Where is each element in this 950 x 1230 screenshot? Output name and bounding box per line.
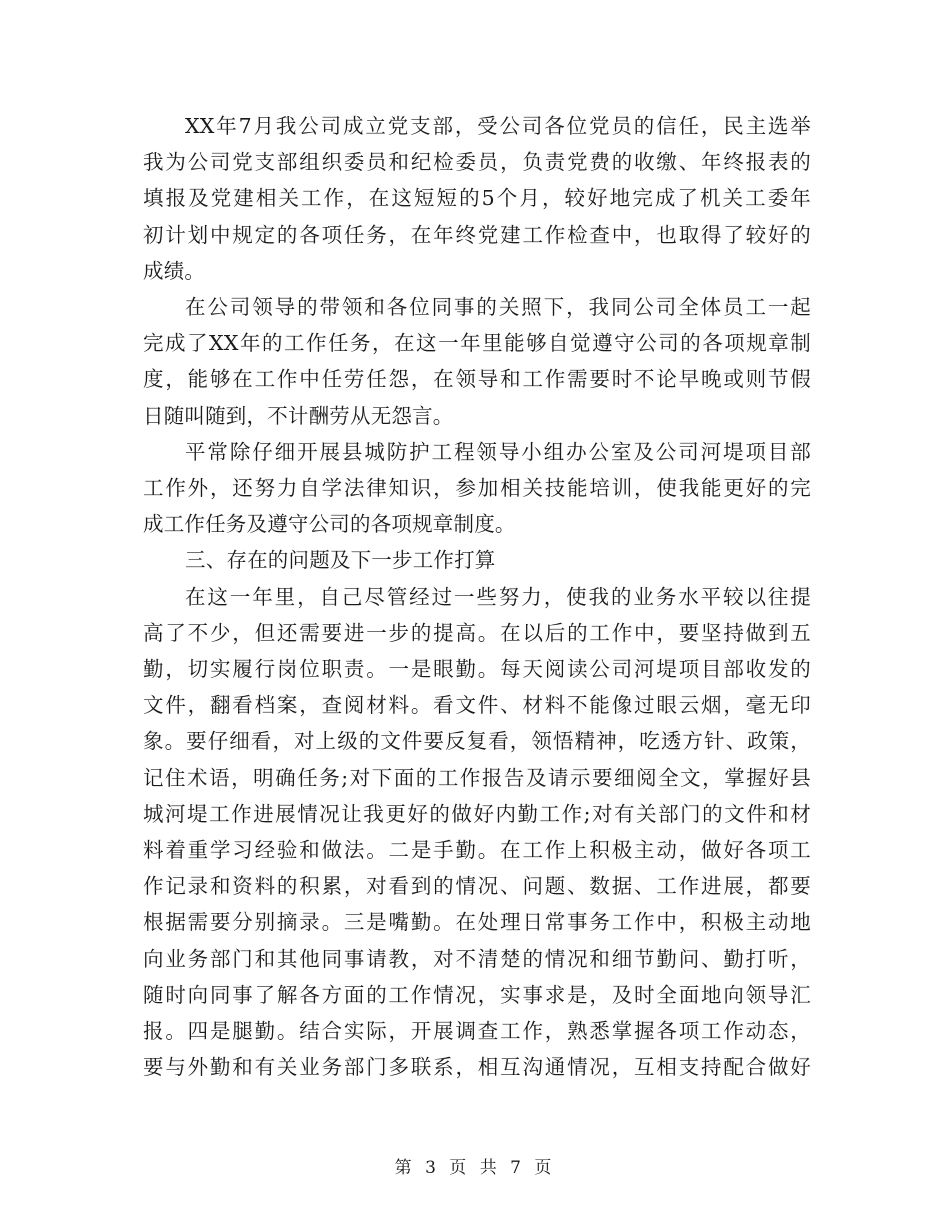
text-line: 日随叫随到，不计酬劳从无怨言。 bbox=[143, 403, 454, 428]
text-line: 成绩。 bbox=[143, 258, 206, 283]
text-line: 料着重学习经验和做法。二是手勤。在工作上积极主动，做好各项工 bbox=[143, 838, 811, 863]
text-line: 勤，切实履行岗位职责。一是眼勤。每天阅读公司河堤项目部收发的 bbox=[143, 657, 811, 682]
section-heading bbox=[143, 542, 811, 578]
text-line: 报。四是腿勤。结合实际，开展调查工作，熟悉掌握各项工作动态， bbox=[143, 1019, 811, 1044]
document-body bbox=[143, 108, 811, 1085]
text-line: 度，能够在工作中任劳任怨，在领导和工作需要时不论早晚或则节假 bbox=[143, 367, 811, 392]
text-line: XX年7月我公司成立党支部，受公司各位党员的信任，民主选举 bbox=[185, 114, 811, 138]
text-line: 作记录和资料的积累，对看到的情况、问题、数据、工作进展，都要 bbox=[143, 874, 811, 899]
text-line: 填报及党建相关工作，在这短短的5个月，较好地完成了机关工委年 bbox=[143, 186, 811, 211]
text-line: 向业务部门和其他同事请教，对不清楚的情况和细节勤问、勤打听， bbox=[143, 946, 811, 971]
text-line: 完成了XX年的工作任务，在这一年里能够自觉遵守公司的各项规章制 bbox=[143, 331, 811, 356]
text-line: 文件，翻看档案，查阅材料。看文件、材料不能像过眼云烟，毫无印 bbox=[143, 693, 811, 718]
text-line: 在公司领导的带领和各位同事的关照下，我同公司全体员工一起 bbox=[185, 295, 811, 320]
text-line: 要与外勤和有关业务部门多联系，相互沟通情况，互相支持配合做好 bbox=[143, 1055, 811, 1080]
paragraph-self-study bbox=[143, 434, 811, 543]
text-line: 象。要仔细看，对上级的文件要反复看，领悟精神，吃透方针、政策， bbox=[143, 729, 811, 754]
text-line: 在这一年里，自己尽管经过一些努力，使我的业务水平较以往提 bbox=[185, 584, 811, 609]
text-line: 城河堤工作进展情况让我更好的做好内勤工作;对有关部门的文件和材 bbox=[143, 801, 811, 826]
text-line: 平常除仔细开展县城防护工程领导小组办公室及公司河堤项目部 bbox=[185, 439, 811, 464]
text-line: 初计划中规定的各项任务，在年终党建工作检查中，也取得了较好的 bbox=[143, 222, 811, 247]
page-number: 第 3 页 共 7 页 bbox=[394, 1158, 556, 1178]
text-line: 高了不少，但还需要进一步的提高。在以后的工作中，要坚持做到五 bbox=[143, 620, 811, 645]
paragraph-work-tasks bbox=[143, 289, 811, 434]
text-line: 根据需要分别摘录。三是嘴勤。在处理日常事务工作中，积极主动地 bbox=[143, 910, 811, 935]
text-line: 记住术语，明确任务;对下面的工作报告及请示要细阅全文，掌握好县 bbox=[143, 765, 811, 790]
text-line: 成工作任务及遵守公司的各项规章制度。 bbox=[143, 512, 516, 537]
text-line: 工作外，还努力自学法律知识，参加相关技能培训，使我能更好的完 bbox=[143, 476, 811, 501]
heading-text: 三、存在的问题及下一步工作打算 bbox=[185, 548, 496, 573]
text-line: 我为公司党支部组织委员和纪检委员，负责党费的收缴、年终报表的 bbox=[143, 150, 811, 175]
text-line: 随时向同事了解各方面的工作情况，实事求是，及时全面地向领导汇 bbox=[143, 982, 811, 1007]
paragraph-party-branch bbox=[143, 108, 811, 289]
paragraph-five-diligences bbox=[143, 579, 811, 1086]
